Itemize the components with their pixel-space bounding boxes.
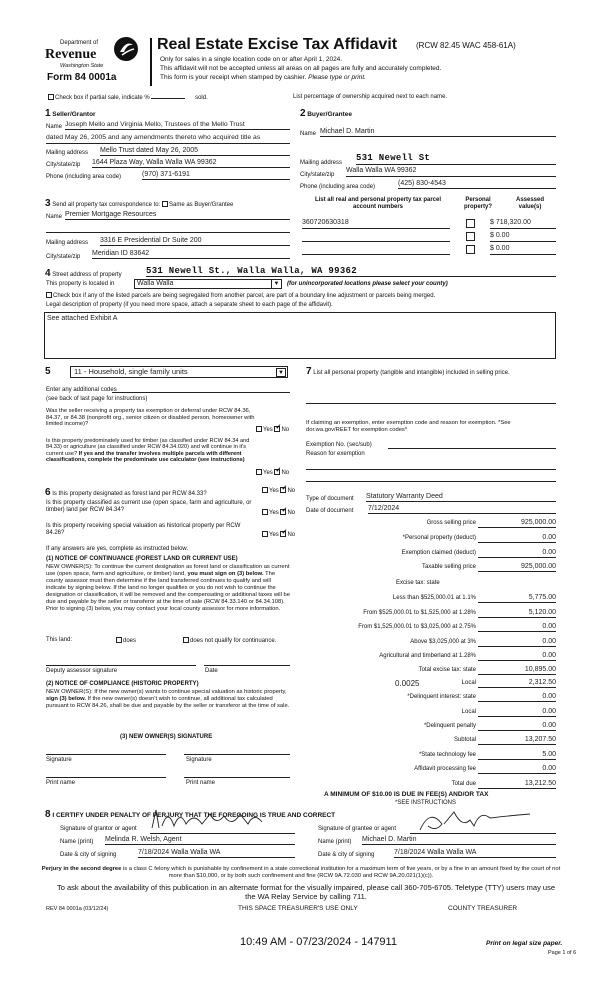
grantor-signature-field[interactable] bbox=[150, 822, 295, 834]
correspondence-heading: 3 Send all property tax correspondence to: Same as Buyer/Grantee bbox=[45, 198, 234, 209]
additional-codes-label: Enter any additional codes bbox=[46, 387, 117, 393]
seller-city-field[interactable]: 1644 Plaza Way, Walla Walla WA 99362 bbox=[92, 159, 290, 168]
signature-label-2: Signature bbox=[186, 757, 212, 763]
gross-row: Gross selling price 925,000.00 bbox=[298, 520, 556, 531]
assessed-col-header: Assessed value(s) bbox=[515, 197, 545, 210]
current-use-no-checkbox[interactable] bbox=[280, 509, 286, 515]
correspondence-city-label: City/state/zip bbox=[46, 254, 81, 260]
parcel-row[interactable] bbox=[302, 232, 450, 242]
historic-yes-checkbox[interactable] bbox=[262, 531, 268, 537]
exempt-value[interactable]: 0.00 bbox=[478, 549, 556, 558]
delinq-state-value[interactable]: 0.00 bbox=[478, 693, 556, 702]
use-code-value: 11 - Household, single family units bbox=[74, 367, 188, 376]
grantee-signature-field[interactable] bbox=[410, 822, 556, 834]
grantee-name-label: Name (print) bbox=[318, 839, 352, 845]
tier2-row: From $525,000.01 to $1,525,000 at 1.28% 5,120.00 bbox=[298, 610, 556, 621]
partial-sale-row: Check box if partial sale, indicate % sold. bbox=[48, 94, 208, 102]
deputy-signature-label: Deputy assessor signature bbox=[46, 668, 118, 674]
correspondence-mailing-label: Mailing address bbox=[46, 240, 89, 246]
grantor-date-label: Date & city of signing bbox=[60, 852, 117, 858]
perjury-notice: Perjury in the second degree is a class C felony which is punishable by confinement in a state correctional institution for a maximum term of five years, or by a fine in an amount fixed by the court of not more than $10,000, or by both such confinement and fine (RCW 9A.72.030 and RCW 9A.20.021(1)(c)). bbox=[41, 866, 561, 879]
timber-yes-checkbox[interactable] bbox=[256, 469, 262, 475]
deputy-signature-line[interactable] bbox=[46, 658, 196, 666]
personal-property-field[interactable] bbox=[306, 394, 556, 404]
timber-question: Is this property predominately used for timber (as classified under RCW 84.34 and 84.33) or agriculture (as classified under RCW 84.34.020) and will continue in it's current use? If yes and the transfer involves multiple parcels with different classifications, complete the predominate use calculator (see instructions) bbox=[46, 438, 250, 464]
local-rate: 0.0025 bbox=[395, 679, 420, 688]
personal-value[interactable]: 0.00 bbox=[478, 534, 556, 543]
certify-heading: 8 I CERTIFY UNDER PENALTY OF PERJURY THAT THE FOREGOING IS TRUE AND CORRECT bbox=[45, 809, 336, 820]
form-rcw: (RCW 82.45 WAC 458-61A) bbox=[416, 41, 516, 50]
located-select[interactable] bbox=[134, 279, 282, 289]
doc-type-field[interactable]: Statutory Warranty Deed bbox=[366, 493, 556, 502]
revision-label: REV 84 0001a (03/12/24) bbox=[46, 906, 109, 912]
total-state-value[interactable]: 10,895.00 bbox=[478, 666, 556, 675]
header-note-2: This affidavit will not be accepted unless all areas on all pages are fully and accurately completed. bbox=[160, 65, 442, 72]
parcel-row[interactable] bbox=[302, 245, 450, 255]
subtotal-row: Subtotal 13,207.50 bbox=[298, 737, 556, 748]
delinq-local-row: Local 0.00 bbox=[298, 709, 556, 720]
seller-name-line1[interactable]: Joseph Mello and Virginia Mello, Trustees of the Mello Trust bbox=[65, 121, 290, 130]
buyer-city-label: City/state/zip bbox=[300, 172, 335, 178]
exemption-claim-text: If claiming an exemption, enter exemption code and reason for exemption. *See dor.wa.gov/REET for exemption codes* bbox=[306, 420, 511, 433]
personal-property-label: 7 List all personal property (tangible and intangible) included in selling price. bbox=[306, 366, 510, 377]
seller-name-line2[interactable]: dated May 26, 2005 and any amendments thereto who acquired title as bbox=[46, 134, 290, 144]
buyer-phone-field[interactable]: (425) 830-4543 bbox=[398, 180, 556, 189]
parcel-row[interactable]: 360720630318 bbox=[302, 219, 450, 229]
forest-yes-no: Yes ✓ No bbox=[262, 487, 295, 495]
grantee-date-field[interactable]: 7/18/2024 Walla Walla WA bbox=[394, 849, 556, 858]
receipt-stamp: 10:49 AM - 07/23/2024 - 147911 bbox=[240, 936, 397, 948]
local-value[interactable]: 2,312.50 bbox=[478, 679, 556, 688]
total-state-row: Total excise tax: state 10,895.00 bbox=[298, 667, 556, 678]
assessed-value[interactable]: $ 718,320.00 bbox=[490, 219, 556, 229]
seller-name-label: Name bbox=[46, 124, 63, 130]
exemption-yes-no: Yes ✓ No bbox=[256, 426, 289, 434]
total-due-row: Total due 13,212.50 bbox=[298, 781, 556, 792]
historic-yes-no: Yes ✓ No bbox=[262, 531, 295, 539]
print-name-label-1: Print name bbox=[46, 780, 76, 786]
legal-description-field[interactable]: See attached Exhibit A bbox=[44, 312, 556, 359]
exempt-row: Exemption claimed (deduct) 0.00 bbox=[298, 550, 556, 561]
correspondence-name-label: Name bbox=[46, 214, 63, 220]
continuance-text: NEW OWNER(S): To continue the current designation as forest land or classification as current use (open space, farm and agriculture, or timber) land, you must sign on (3) below. The county assessor must then determine if the land transferred continues to qualify and will indicate by signing below. If the land no longer qualifies or you do not wish to continue the designation or classification, it will be removed and the compensating or additional taxes will be due and payable by the seller or transferor at the time of sale (RCW 84.33.140 or 84.34.108). Prior to signing (3) below, you may contact your local county assessor for more information. bbox=[46, 564, 290, 612]
partial-sale-checkbox[interactable] bbox=[48, 94, 54, 100]
historic-no-checkbox[interactable] bbox=[280, 531, 286, 537]
continuance-title: (1) NOTICE OF CONTINUANCE (FOREST LAND OR CURRENT USE) bbox=[46, 556, 238, 562]
buyer-name-label: Name bbox=[300, 131, 317, 137]
personal-checkbox[interactable] bbox=[466, 219, 475, 228]
assessed-value[interactable]: $ 0.00 bbox=[490, 232, 556, 242]
new-owner-signature-title: (3) NEW OWNER(S) SIGNATURE bbox=[120, 734, 213, 740]
grantee-signature-label: Signature of grantee or agent bbox=[318, 826, 397, 832]
deputy-date-label: Date bbox=[205, 668, 218, 674]
historic-question: Is this property receiving special valuation as historical property per RCW 84.26? bbox=[46, 523, 241, 536]
grantor-signature-icon bbox=[150, 806, 295, 832]
local-row: 0.0025 Local 2,312.50 bbox=[395, 679, 556, 688]
forest-no-checkbox[interactable] bbox=[280, 487, 286, 493]
current-use-yes-no: Yes ✓ No bbox=[262, 509, 295, 517]
use-code-select[interactable] bbox=[70, 366, 288, 378]
deputy-date-line[interactable] bbox=[204, 658, 290, 666]
excise-state-label: Excise tax: state bbox=[396, 580, 440, 586]
header-divider bbox=[150, 38, 152, 86]
affidavit-fee-value[interactable]: 0.00 bbox=[478, 765, 556, 774]
does-option: does bbox=[116, 637, 136, 645]
same-as-buyer-checkbox[interactable] bbox=[162, 201, 168, 207]
current-use-yes-checkbox[interactable] bbox=[262, 509, 268, 515]
total-due-value[interactable]: 13,212.50 bbox=[478, 780, 556, 789]
located-value: Walla Walla bbox=[137, 280, 174, 287]
street-label: 4 Street address of property bbox=[45, 268, 122, 279]
exemption-reason-line-2[interactable] bbox=[306, 474, 556, 482]
owner-print-line-1[interactable] bbox=[46, 768, 166, 778]
personal-checkbox[interactable] bbox=[466, 232, 475, 241]
chevron-down-icon: ▼ bbox=[271, 280, 281, 289]
buyer-city-field[interactable]: Walla Walla WA 99362 bbox=[346, 167, 556, 177]
availability-notice: To ask about the availability of this publication in an alternate format for the visually impaired, please call 360-705-6705. Teletype (TTY) users may use the WA Relay Service by calling 711. bbox=[56, 883, 556, 901]
grantor-name-field[interactable]: Melinda R. Welsh, Agent bbox=[105, 836, 295, 845]
owner-signature-line-1[interactable] bbox=[46, 745, 166, 755]
buyer-mailing-label: Mailing address bbox=[300, 160, 343, 166]
grantor-name-label: Name (print) bbox=[60, 839, 94, 845]
tier4-row: Above $3,025,000 at 3% 0.00 bbox=[298, 639, 556, 650]
county-treasurer-label: COUNTY TREASURER bbox=[448, 905, 518, 912]
dept-label: Department of bbox=[60, 40, 99, 46]
owner-print-line-2[interactable] bbox=[184, 768, 290, 778]
delinq-local-value[interactable]: 0.00 bbox=[478, 708, 556, 717]
forest-question: 6 Is this property designated as forest land per RCW 84.33? bbox=[45, 487, 207, 498]
chevron-down-icon: ▼ bbox=[276, 368, 286, 377]
assessed-value[interactable]: $ 0.00 bbox=[490, 245, 556, 255]
seller-phone-field[interactable]: (970) 371-6191 bbox=[142, 171, 290, 180]
doc-date-label: Date of document bbox=[306, 508, 354, 514]
seller-phone-label: Phone (including area code) bbox=[46, 174, 122, 180]
buyer-heading: 2 Buyer/Grantee bbox=[300, 108, 353, 119]
segregate-checkbox[interactable] bbox=[46, 292, 52, 298]
additional-codes-field[interactable] bbox=[112, 385, 290, 393]
taxable-row: Taxable selling price 925,000.00 bbox=[298, 564, 556, 575]
compliance-text: NEW OWNER(S): If the new owner(s) wants to continue special valuation as historic property, sign (3) below. If the new owner(s) doesn't wish to continue, all additional tax calculated pursuant to RCW 84.26, shall be due and payable by the seller or transferor at the time of sale. bbox=[46, 689, 290, 709]
parcel-col-header: List all real and personal property tax parcel account numbers bbox=[314, 197, 442, 210]
seller-heading: 1 Seller/Grantor bbox=[45, 108, 96, 119]
correspondence-mailing-field[interactable]: 3316 E Presidential Dr Suite 200 bbox=[100, 237, 290, 246]
gross-value[interactable]: 925,000.00 bbox=[478, 519, 556, 528]
buyer-name-field[interactable]: Michael D. Martin bbox=[320, 128, 556, 137]
located-label: This property is located in bbox=[46, 281, 115, 287]
forest-yes-checkbox[interactable] bbox=[262, 487, 268, 493]
doc-date-field[interactable]: 7/12/2024 bbox=[368, 505, 556, 514]
agri-row: Agricultural and timberland at 1.28% 0.00 bbox=[298, 653, 556, 664]
owner-signature-line-2[interactable] bbox=[184, 745, 290, 755]
exemption-no-field[interactable] bbox=[388, 442, 556, 449]
taxable-value[interactable]: 925,000.00 bbox=[478, 563, 556, 572]
buyer-mailing-field[interactable]: 531 Newell St bbox=[356, 153, 556, 165]
does-not-checkbox[interactable] bbox=[183, 637, 189, 643]
timber-yes-no: Yes ✓ No bbox=[256, 469, 289, 477]
grantee-name-field[interactable]: Michael D. Martin bbox=[362, 836, 556, 845]
percentage-instruction: List percentage of ownership acquired next to each name. bbox=[293, 94, 448, 100]
doc-type-label: Type of document bbox=[306, 496, 354, 502]
grantor-signature-label: Signature of grantor or agent bbox=[60, 826, 137, 832]
exemption-reason-label: Reason for exemption bbox=[306, 451, 365, 457]
see-back-note: (see back of last page for instructions) bbox=[46, 396, 148, 402]
this-land-label: This land: bbox=[46, 637, 73, 643]
located-note: (for unincorporated locations please select your county) bbox=[287, 281, 448, 287]
print-name-label-2: Print name bbox=[186, 780, 216, 786]
personal-row: *Personal property (deduct) 0.00 bbox=[298, 535, 556, 546]
penalty-row: *Delinquent penalty 0.00 bbox=[298, 723, 556, 734]
form-title: Real Estate Excise Tax Affidavit bbox=[157, 36, 398, 53]
seller-mailing-field[interactable]: Mello Trust dated May 26, 2005 bbox=[100, 147, 290, 156]
buyer-phone-label: Phone (including area code) bbox=[300, 184, 376, 190]
header-note-1: Only for sales in a single location code on or after April 1, 2024. bbox=[160, 56, 343, 63]
personal-checkbox[interactable] bbox=[466, 245, 475, 254]
does-checkbox[interactable] bbox=[116, 637, 122, 643]
header-note-3: This form is your receipt when stamped by cashier. Please type or print. bbox=[160, 74, 366, 81]
exemption-question: Was the seller receiving a property tax exemption or deferral under RCW 84.36, 84.37, or 84.38 (nonprofit org., senior citizen or disabled person, homeowner with limited income)? bbox=[46, 408, 255, 428]
treasurer-use-label: THIS SPACE TREASURER'S USE ONLY bbox=[238, 905, 358, 912]
subtotal-value[interactable]: 13,207.50 bbox=[478, 736, 556, 745]
current-use-question: Is this property classified as current use (open space, farm and agriculture, or timber) land per RCW 84.34? bbox=[46, 500, 252, 513]
tech-fee-value[interactable]: 5.00 bbox=[478, 751, 556, 760]
sec5-num: 5 bbox=[45, 366, 51, 377]
exemption-no-label: Exemption No. (sec/sub) bbox=[306, 442, 372, 448]
seller-city-label: City/state/zip bbox=[46, 162, 81, 168]
see-instructions-note: *SEE INSTRUCTIONS bbox=[395, 800, 457, 806]
tech-fee-row: *State technology fee 5.00 bbox=[298, 752, 556, 763]
grantee-signature-icon bbox=[410, 806, 556, 834]
grantee-date-label: Date & city of signing bbox=[318, 852, 375, 858]
state-label: Washington State bbox=[60, 63, 104, 69]
tier1-value[interactable]: 5,775.00 bbox=[478, 594, 556, 603]
revenue-logo-text: Revenue bbox=[45, 47, 97, 62]
compliance-title: (2) NOTICE OF COMPLIANCE (HISTORIC PROPERTY) bbox=[46, 681, 199, 687]
exemption-yes-checkbox[interactable] bbox=[256, 426, 262, 432]
tier2-value[interactable]: 5,120.00 bbox=[478, 609, 556, 618]
signature-label-1: Signature bbox=[46, 757, 72, 763]
penalty-value[interactable]: 0.00 bbox=[478, 722, 556, 731]
tier3-value[interactable]: 0.00 bbox=[478, 623, 556, 632]
agri-value[interactable]: 0.00 bbox=[478, 652, 556, 661]
delinq-state-row: *Delinquent interest: state 0.00 bbox=[298, 694, 556, 705]
correspondence-blank-line[interactable] bbox=[46, 224, 290, 233]
exemption-reason-line-1[interactable] bbox=[306, 462, 556, 470]
affidavit-fee-row: Affidavit processing fee 0.00 bbox=[298, 766, 556, 777]
tier4-value[interactable]: 0.00 bbox=[478, 638, 556, 647]
dor-logo-icon bbox=[113, 36, 139, 62]
form-number: Form 84 0001a bbox=[47, 72, 117, 83]
minimum-note: A MINIMUM OF $10.00 IS DUE IN FEE(S) AND/OR TAX bbox=[324, 791, 489, 798]
grantor-date-field[interactable]: 7/18/2024 Walla Walla WA bbox=[138, 849, 295, 858]
personal-col-header: Personal property? bbox=[463, 197, 492, 210]
page-number: Page 1 of 6 bbox=[548, 950, 577, 956]
legal-description-label: Legal description of property (if you need more space, attach a separate sheet to each page of the affidavit). bbox=[46, 302, 333, 308]
tier3-row: From $1,525,000.01 to $3,025,000 at 2.75% 0.00 bbox=[298, 624, 556, 635]
seller-mailing-label: Mailing address bbox=[46, 150, 89, 156]
if-yes-note: If any answers are yes, complete as instructed below. bbox=[46, 546, 189, 552]
segregate-row: Check box if any of the listed parcels are being segregated from another parcel, are part of a boundary line adjustment or parcels being merged. bbox=[46, 292, 435, 300]
correspondence-name-field[interactable]: Premier Mortgage Resources bbox=[65, 211, 290, 220]
tier1-row: Less than $525,000.01 at 1.1% 5,775.00 bbox=[298, 595, 556, 606]
timber-no-checkbox[interactable] bbox=[274, 469, 280, 475]
legal-paper-note: Print on legal size paper. bbox=[486, 940, 563, 947]
does-not-option: does not qualify for continuance. bbox=[183, 637, 293, 645]
correspondence-city-field[interactable]: Meridian ID 83642 bbox=[92, 250, 290, 259]
exemption-no-checkbox[interactable] bbox=[274, 426, 280, 432]
street-field[interactable]: 531 Newell St., Walla Walla, WA 99362 bbox=[146, 266, 556, 277]
